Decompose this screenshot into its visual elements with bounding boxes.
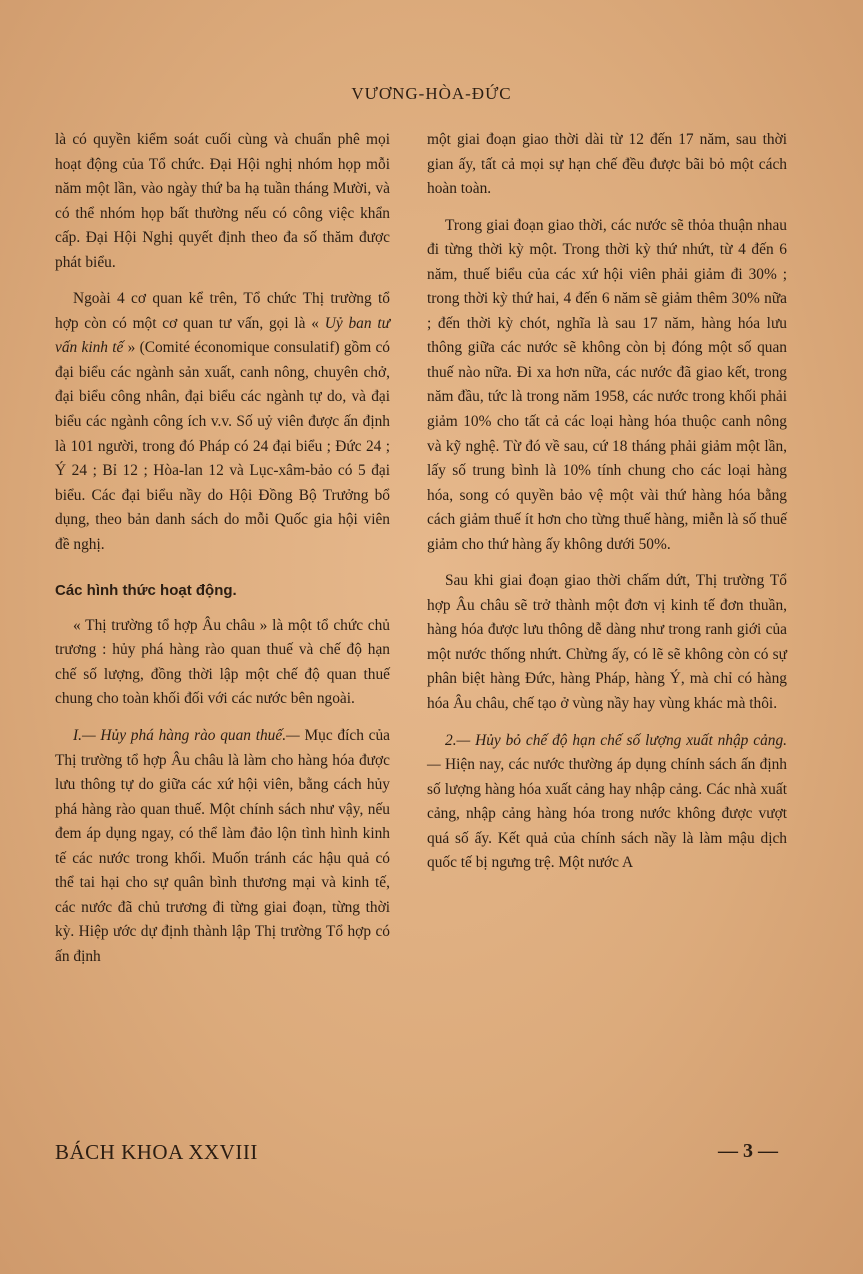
right-column [427,128,787,876]
paragraph: Sau khi giai đoạn giao thời chấm dứt, Thị trường Tổ hợp Âu châu sẽ trở thành một đơn vị kinh tế đơn thuần, hàng hóa được lưu thông dễ dàng như trong ranh giới của một nước thống nhứt. Chừng ấy, có lẽ sẽ không còn có sự phân biệt hàng Đức, hàng Pháp, hàng Ý, mà chỉ có hàng hóa Âu châu, chế tạo ở vùng nầy hay vùng khác mà thôi. [427,572,787,713]
publication-title: BÁCH KHOA XXVIII [55,1140,258,1164]
paragraph [427,729,787,876]
text-run: Mục đích của Thị trường tổ hợp Âu châu là làm cho hàng hóa được lưu thông tự do giữa các xứ hội viên, bằng cách hủy phá hàng rào quan thuế. Một chính sách như vậy, nếu đem áp dụng ngay, có thể làm đảo lộn tình hình kinh tế các nước trong khối. Muốn tránh các hậu quả có thể tai hại cho sự quân bình thương mại và kinh tế, các nước đã chủ trương đi từng giai đoạn, từng thời kỳ. Hiệp ước dự định thành lập Thị trường Tổ hợp có ấn định [55,727,391,965]
paragraph: Trong giai đoạn giao thời, các nước sẽ thỏa thuận nhau đi từng thời kỳ một. Trong thời kỳ thứ nhứt, từ 4 đến 6 năm, thuế biểu của các xứ hội viên phải giảm đi 30% ; trong thời kỳ thứ hai, 4 đến 6 năm sẽ giảm thêm 30% nữa ; đến thời kỳ chót, nghĩa là sau 17 năm, hàng hóa lưu thông giữa các nước sẽ không còn bị đóng một số quan thuế nào nữa. Đi xa hơn nữa, các nước đã giao kết, trong năm đầu, tức là trong năm 1958, các nước trong khối phải giảm 10% cho tất cả các loại hàng hóa thuộc canh nông và kỹ nghệ. Từ đó về sau, cứ 18 tháng phải giảm một lần, lấy số trung bình là 10% tính chung cho các loại hàng hóa, song có quyền bảo vệ một vài thứ hàng hóa bằng cách giảm thuế ít hơn cho từng thuế hàng, miễn là số thuế giảm cho thứ hàng ấy không dưới 50%. [427,216,787,553]
subsection-heading: 2.— Hủy bỏ chế độ hạn chế số lượng xuất nhập cảng.— [427,731,787,774]
section-heading: Các hình thức hoạt động. [55,582,237,600]
left-column [55,128,390,970]
paragraph: « Thị trường tổ hợp Âu châu » là một tổ chức chủ trương : hủy phá hàng rào quan thuế và chế độ hạn chế số lượng, đồng thời lập một chế độ quan thuế chung cho toàn khối đối với các nước bên ngoài. [55,616,390,708]
text-run: Hiện nay, các nước thường áp dụng chính sách ấn định số lượng hàng hóa xuất cảng hay nhập cảng. Các nhà xuất cảng, nhập cảng hàng hóa trong nước không được vượt quá số ấy. Kết quả của chính sách nầy là làm mậu dịch quốc tế bị ngưng trệ. Một nước A [427,756,787,872]
text-run: » (Comité économique consulatif) gồm có đại biểu các ngành sản xuất, canh nông, chuyên chở, đại biểu công nhân, đại biểu các ngành tự do, và đại biểu các ngành công ích v.v. Số uỷ viên được ấn định là 101 người, trong đó Pháp có 24 đại biểu ; Đức 24 ; Ý 24 ; Bỉ 12 ; Hòa-lan 12 và Lục-xâm-bảo có 5 đại biểu. Các đại biểu nầy do Hội Đồng Bộ Trưởng bổ dụng, theo bản danh sách do mỗi Quốc gia hội viên đề nghị. [55,339,390,553]
paragraph [55,287,390,557]
page-number: — 3 — [718,1140,778,1162]
running-title: VƯƠNG-HÒA-ĐỨC [351,84,512,103]
paragraph: là có quyền kiểm soát cuối cùng và chuẩn phê mọi hoạt động của Tổ chức. Đại Hội nghị nhóm họp mỗi năm một lần, vào ngày thứ ba hạ tuần tháng Mười, và có thể nhóm họp bất thường nếu có công việc khẩn cấp. Đại Hội Nghị quyết định theo đa số thăm được phát biểu. [55,131,390,271]
subsection-heading: I.— Hủy phá hàng rào quan thuế.— [73,727,300,745]
paragraph [55,724,390,969]
paragraph: một giai đoạn giao thời dài từ 12 đến 17 năm, sau thời gian ấy, tất cả mọi sự hạn chế đều được bãi bỏ một cách hoàn toàn. [427,131,787,198]
text-run: Ngoài 4 cơ quan kể trên, Tổ chức Thị trường tổ hợp còn có một cơ quan tư vấn, gọi là « [55,290,390,332]
emphasis: Uỷ ban tư vấn kinh tế [55,314,390,357]
